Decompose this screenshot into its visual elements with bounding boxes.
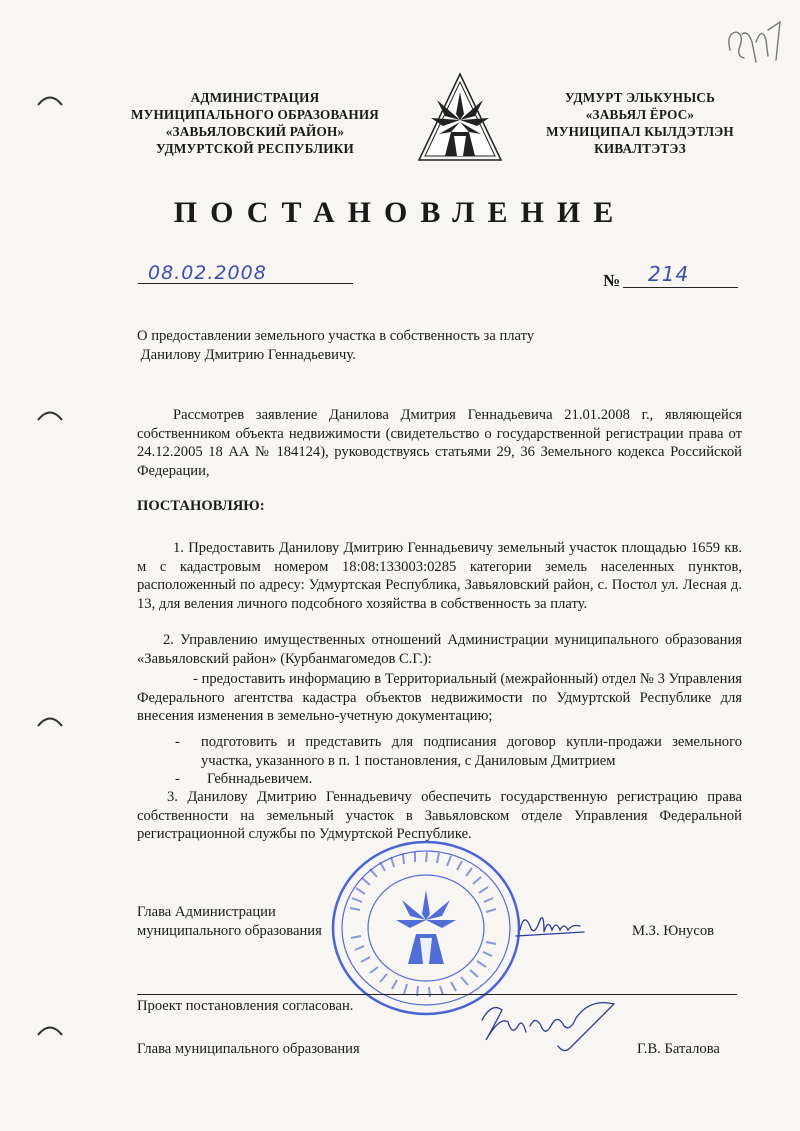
signatory-2-title: Глава муниципального образования — [137, 1041, 360, 1057]
clause-2-subitem-c — [137, 770, 742, 790]
list-text: подготовить и представить для подписания договор купли-продажи земельного участка, указанного в п. 1 постановления, с Даниловым Дмитрием — [201, 734, 742, 769]
signatory-1-name: М.З. Юнусов — [632, 923, 715, 939]
signatory-2-name: Г.В. Баталова — [637, 1041, 720, 1057]
header-right-line: МУНИЦИПАЛ КЫЛДЭТЛЭН — [546, 124, 734, 139]
list-text: Гебннадьевичем. — [207, 771, 313, 787]
district-emblem — [415, 70, 505, 168]
approval-note: Проект постановления согласован. — [137, 998, 354, 1014]
punch-hole-mark — [36, 1022, 64, 1036]
intro-paragraph: Рассмотрев заявление Данилова Дмитрия Геннадьевича 21.01.2008 г., являющейся собственником объекта недвижимости (свидетельство о государственной регистрации права от 24.12.2005 18 АА № 184124), руководствуясь статьями 29, 36 Земельного кодекса Российской Федерации, — [137, 407, 742, 479]
signatory-title-line: Глава Администрации — [137, 904, 276, 920]
handwritten-date: 08.02.2008 — [148, 262, 267, 284]
punch-hole-mark — [36, 407, 64, 421]
header-right-line: «ЗАВЬЯЛ ЁРОС» — [585, 107, 695, 122]
header-left-line: «ЗАВЬЯЛОВСКИЙ РАЙОН» — [165, 124, 345, 139]
document-title: ПОСТАНОВЛЕНИЕ — [173, 196, 627, 229]
header-left — [110, 89, 400, 157]
subject-line: О предоставлении земельного участка в собственность за плату — [137, 328, 535, 344]
handwritten-corner-mark — [722, 12, 788, 72]
clause-2-subitem-b — [137, 733, 742, 773]
number-underline — [623, 287, 738, 288]
header-right-line: УДМУРТ ЭЛЬКУНЫСЬ — [564, 90, 716, 105]
punch-hole-mark — [36, 713, 64, 727]
header-left-line: УДМУРТСКОЙ РЕСПУБЛИКИ — [156, 141, 354, 156]
signatory-1-title — [137, 903, 322, 940]
header-left-line: МУНИЦИПАЛЬНОГО ОБРАЗОВАНИЯ — [130, 107, 380, 122]
signatory-title-line: муниципального образования — [137, 922, 322, 939]
subject-line: Данилову Дмитрию Геннадьевичу. — [137, 347, 356, 363]
clause-3: 3. Данилову Дмитрию Геннадьевичу обеспечить государственную регистрацию права собственности на земельный участок в Завьяловском отделе Управления Федеральной регистрационной службы по Удмуртской Республике. — [137, 789, 742, 843]
list-dash: - — [175, 734, 180, 750]
header-left-line: АДМИНИСТРАЦИЯ — [190, 90, 320, 105]
punch-hole-mark — [36, 92, 64, 106]
decree-heading: ПОСТАНОВЛЯЮ: — [137, 498, 265, 514]
document-subject — [137, 327, 637, 365]
signature-1 — [514, 908, 588, 942]
clause-2: 2. Управлению имущественных отношений Администрации муниципального образования «Завьяловский район» (Курбанмагомедов С.Г.): — [137, 632, 742, 667]
header-right — [510, 89, 770, 157]
handwritten-number: 214 — [648, 262, 690, 286]
signature-2 — [478, 996, 618, 1058]
number-label: № — [603, 271, 621, 290]
official-seal — [330, 838, 522, 1018]
list-dash: - — [175, 771, 180, 787]
separator-line — [137, 994, 737, 995]
header-right-line: КИВАЛТЭТЭЗ — [594, 141, 686, 156]
clause-1: 1. Предоставить Данилову Дмитрию Геннадьевичу земельный участок площадью 1659 кв. м с кадастровым номером 18:08:133003:0285 категории земель населенных пунктов, расположенный по адресу: Удмуртская Республика, Завьяловский район, с. Постол ул. Лесная д. 13, для веления личного подсобного хозяйства в собственность за плату. — [137, 540, 742, 612]
date-underline — [138, 283, 353, 284]
clause-2-subitem-a: - предоставить информацию в Территориальный (межрайонный) отдел № 3 Управления Федерального агентства кадастра объектов недвижимости по Удмуртской Республике для внесения изменения в земельно-учетную документацию; — [137, 671, 742, 725]
